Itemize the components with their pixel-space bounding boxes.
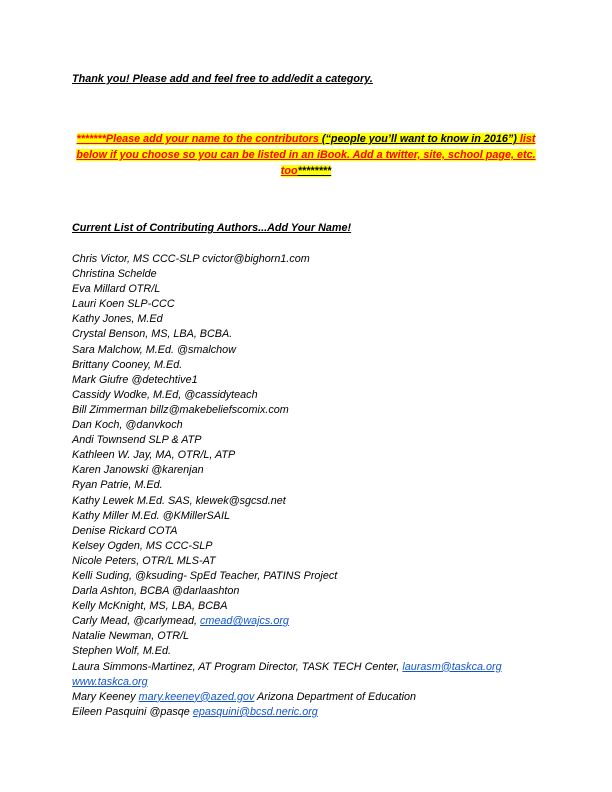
author-entry — [72, 478, 502, 493]
author-entry — [72, 614, 502, 629]
author-entry — [72, 629, 502, 644]
author-text: Andi Townsend SLP & ATP — [72, 434, 202, 447]
section-title: Current List of Contributing Authors...Add Your Name! — [72, 222, 352, 234]
notice-part-3: list below if you choose so you can be listed in an iBook. Add a twitter, site, school page, etc. too — [76, 133, 536, 177]
author-text: Kathy Miller M.Ed. @KMillerSAIL — [72, 509, 230, 522]
author-text: Natalie Newman, OTR/L — [72, 630, 190, 643]
author-entry — [72, 599, 502, 614]
author-text: Darla Ashton, BCBA @darlaashton — [72, 585, 240, 598]
author-text: Ryan Patrie, M.Ed. — [72, 479, 163, 492]
author-entry — [72, 644, 502, 659]
notice-part-4: ******** — [297, 165, 332, 177]
author-entry — [72, 509, 502, 524]
author-entry — [72, 554, 502, 569]
notice-part-2: (“people you’ll want to know in 2016”) — [321, 133, 517, 145]
author-text: Mary Keeney — [72, 690, 139, 703]
author-entry — [72, 358, 502, 373]
author-link[interactable]: cmead@wajcs.org — [199, 615, 289, 628]
author-entry — [72, 675, 502, 690]
author-text: Denise Rickard COTA — [72, 524, 178, 537]
author-entry — [72, 327, 502, 342]
thank-you-line: Thank you! Please add and feel free to add/edit a category. — [72, 73, 373, 85]
author-entry — [72, 418, 502, 433]
author-text: Sara Malchow, M.Ed. @smalchow — [72, 343, 236, 356]
author-text: Eileen Pasquini @pasqe — [72, 705, 193, 718]
author-link[interactable]: epasquini@bcsd.neric.org — [192, 705, 318, 718]
author-entry — [72, 584, 502, 599]
author-text: Carly Mead, @carlymead, — [72, 615, 200, 628]
author-entry — [72, 569, 502, 584]
author-text: Laura Simmons-Martinez, AT Program Director, TASK TECH Center, — [72, 660, 403, 673]
author-text: Eva Millard OTR/L — [72, 283, 161, 296]
author-entry — [72, 267, 502, 282]
author-link[interactable]: mary.keeney@azed.gov — [138, 690, 255, 703]
author-link[interactable]: www.taskca.org — [72, 675, 148, 688]
contributor-notice — [66, 131, 546, 179]
author-entry — [72, 373, 502, 388]
author-text: Kelli Suding, @ksuding- SpEd Teacher, PATINS Project — [72, 569, 338, 582]
author-entry — [72, 660, 502, 675]
author-entry — [72, 388, 502, 403]
author-entry — [72, 312, 502, 327]
author-text: Christina Schelde — [72, 268, 157, 281]
author-entry — [72, 252, 502, 267]
author-text: Bill Zimmerman billz@makebeliefscomix.com — [72, 403, 289, 416]
author-text: Brittany Cooney, M.Ed. — [72, 358, 183, 371]
author-entry — [72, 539, 502, 554]
author-text: Kelly McKnight, MS, LBA, BCBA — [72, 600, 228, 613]
author-text: Kathy Jones, M.Ed — [72, 313, 163, 326]
author-text: Chris Victor, MS CCC-SLP cvictor@bighorn1.com — [72, 253, 310, 265]
author-entry — [72, 343, 502, 358]
author-entry — [72, 448, 502, 463]
author-entry — [72, 297, 502, 312]
notice-part-1: *******Please add your name to the contributors — [76, 133, 322, 145]
author-entry — [72, 403, 502, 418]
author-text: Kathleen W. Jay, MA, OTR/L, ATP — [72, 449, 236, 462]
author-entry — [72, 494, 502, 509]
author-entry — [72, 282, 502, 297]
author-entry — [72, 524, 502, 539]
author-text: Nicole Peters, OTR/L MLS-AT — [72, 554, 216, 567]
author-text: Mark Giufre @detechtive1 — [72, 373, 198, 386]
author-text: Crystal Benson, MS, LBA, BCBA. — [72, 328, 233, 341]
author-affiliation: Arizona Department of Education — [254, 690, 417, 703]
author-text: Dan Koch, @danvkoch — [72, 419, 183, 432]
author-text: Stephen Wolf, M.Ed. — [72, 645, 172, 658]
author-entry — [72, 463, 502, 478]
author-entry — [72, 705, 502, 720]
author-entry — [72, 433, 502, 448]
author-text: Cassidy Wodke, M.Ed, @cassidyteach — [72, 388, 258, 401]
author-link[interactable]: laurasm@taskca.org — [402, 660, 502, 673]
author-text: Kathy Lewek M.Ed. SAS, klewek@sgcsd.net — [72, 494, 286, 507]
author-list — [72, 252, 502, 720]
author-text: Karen Janowski @karenjan — [72, 464, 204, 477]
author-entry — [72, 690, 502, 705]
author-text: Lauri Koen SLP-CCC — [72, 298, 175, 311]
author-text: Kelsey Ogden, MS CCC-SLP — [72, 539, 213, 552]
